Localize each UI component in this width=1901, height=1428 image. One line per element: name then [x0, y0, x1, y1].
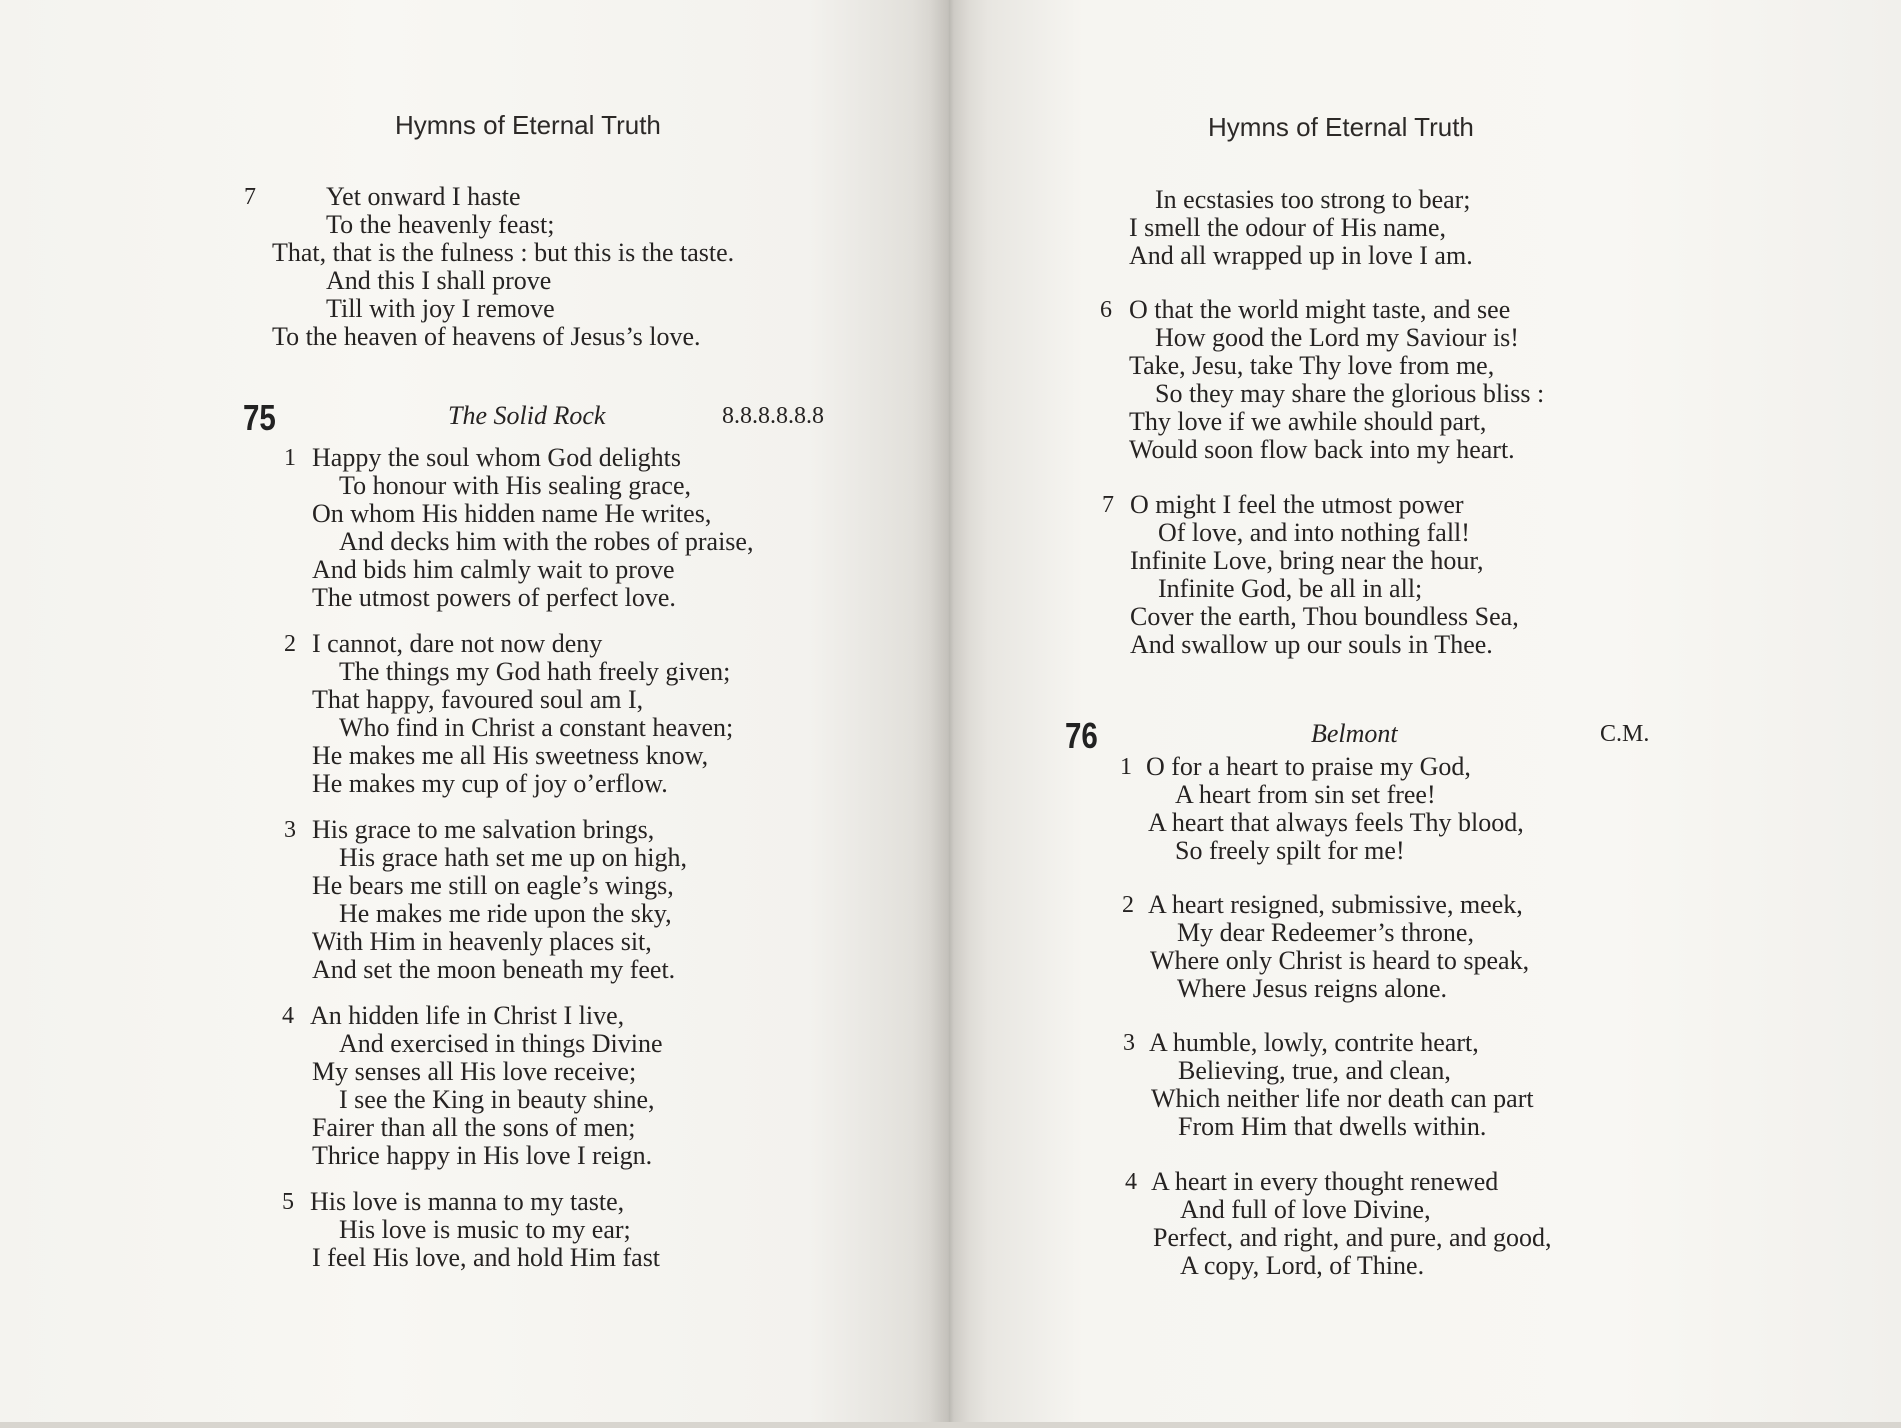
hymn-line: The things my God hath freely given; — [339, 657, 731, 686]
hymn-number: 75 — [243, 397, 276, 438]
running-head: Hymns of Eternal Truth — [1208, 112, 1474, 142]
right-page — [950, 0, 1901, 1428]
hymn-line: And bids him calmly wait to prove — [312, 555, 675, 584]
hymn-line: With Him in heavenly places sit, — [312, 927, 652, 956]
hymn-line: Which neither life nor death can part — [1151, 1084, 1534, 1113]
page-bottom-edge — [0, 1422, 1901, 1428]
hymn-line: To the heavenly feast; — [326, 210, 555, 239]
verse-number: 1 — [284, 445, 296, 471]
hymn-line: So they may share the glorious bliss : — [1155, 379, 1545, 408]
hymn-line: Infinite God, be all in all; — [1158, 574, 1423, 603]
hymn-line: From Him that dwells within. — [1178, 1112, 1487, 1141]
hymn-line: Yet onward I haste — [326, 182, 521, 211]
verse-number: 1 — [1120, 754, 1132, 780]
hymn-line: Of love, and into nothing fall! — [1158, 518, 1470, 547]
hymn-line: To honour with His sealing grace, — [339, 471, 691, 500]
hymn-line: Where only Christ is heard to speak, — [1150, 946, 1530, 975]
hymn-line: And this I shall prove — [326, 266, 552, 295]
hymn-line: Who find in Christ a constant heaven; — [339, 713, 734, 742]
hymn-line: And full of love Divine, — [1180, 1195, 1431, 1224]
hymn-line: Believing, true, and clean, — [1178, 1056, 1451, 1085]
hymn-line: A heart that always feels Thy blood, — [1148, 808, 1524, 837]
verse-number: 3 — [284, 817, 296, 843]
hymn-line: To the heaven of heavens of Jesus’s love. — [272, 322, 701, 351]
hymn-line: My dear Redeemer’s throne, — [1177, 918, 1474, 947]
hymn-line: A copy, Lord, of Thine. — [1180, 1251, 1425, 1280]
verse-number: 4 — [282, 1003, 294, 1029]
hymn-line: On whom His hidden name He writes, — [312, 499, 712, 528]
hymn-line: He bears me still on eagle’s wings, — [312, 871, 674, 900]
hymn-line: So freely spilt for me! — [1175, 836, 1405, 865]
hymn-line: I smell the odour of His name, — [1129, 213, 1446, 242]
hymn-line: I feel His love, and hold Him fast — [312, 1243, 661, 1272]
hymn-line: O that the world might taste, and see — [1129, 295, 1511, 324]
hymn-line: That, that is the fulness : but this is the taste. — [272, 238, 735, 267]
hymn-line: A heart resigned, submissive, meek, — [1148, 890, 1523, 919]
hymn-line: Till with joy I remove — [326, 294, 555, 323]
hymn-line: I see the King in beauty shine, — [339, 1085, 655, 1114]
tune-name: Belmont — [1311, 719, 1398, 748]
hymn-line: And all wrapped up in love I am. — [1129, 241, 1473, 270]
meter: C.M. — [1600, 721, 1650, 747]
hymn-line: Thrice happy in His love I reign. — [312, 1141, 653, 1170]
verse-number: 5 — [282, 1189, 294, 1215]
hymn-line: Would soon flow back into my heart. — [1129, 435, 1515, 464]
hymn-line: Cover the earth, Thou boundless Sea, — [1130, 602, 1519, 631]
hymn-line: And set the moon beneath my feet. — [312, 955, 676, 984]
verse-number: 4 — [1125, 1169, 1137, 1195]
hymn-line: Happy the soul whom God delights — [312, 443, 682, 472]
hymn-line: He makes my cup of joy o’erflow. — [312, 769, 668, 798]
hymn-line: In ecstasies too strong to bear; — [1155, 185, 1471, 214]
hymn-line: And decks him with the robes of praise, — [339, 527, 754, 556]
hymn-line: My senses all His love receive; — [312, 1057, 637, 1086]
hymn-line: He makes me all His sweetness know, — [312, 741, 709, 770]
book-gutter — [930, 0, 970, 1428]
hymn-number: 76 — [1065, 715, 1098, 756]
hymn-line: A heart from sin set free! — [1175, 780, 1436, 809]
hymn-line: Where Jesus reigns alone. — [1177, 974, 1448, 1003]
hymn-line: I cannot, dare not now deny — [312, 629, 603, 658]
meter: 8.8.8.8.8.8 — [722, 403, 824, 429]
hymn-line: The utmost powers of perfect love. — [312, 583, 676, 612]
hymn-line: A heart in every thought renewed — [1151, 1167, 1499, 1196]
hymn-line: Fairer than all the sons of men; — [312, 1113, 636, 1142]
verse-number: 3 — [1123, 1030, 1135, 1056]
verse-number: 7 — [244, 184, 256, 210]
hymn-line: His grace hath set me up on high, — [339, 843, 688, 872]
hymn-line: That happy, favoured soul am I, — [312, 685, 644, 714]
hymn-line: He makes me ride upon the sky, — [339, 899, 672, 928]
verse-number: 2 — [1122, 892, 1134, 918]
hymn-line: And swallow up our souls in Thee. — [1130, 630, 1493, 659]
hymn-line: His love is manna to my taste, — [310, 1187, 625, 1216]
hymn-line: An hidden life in Christ I live, — [310, 1001, 625, 1030]
hymn-line: O for a heart to praise my God, — [1146, 752, 1471, 781]
hymn-line: A humble, lowly, contrite heart, — [1149, 1028, 1479, 1057]
hymn-line: Take, Jesu, take Thy love from me, — [1129, 351, 1495, 380]
hymn-line: Thy love if we awhile should part, — [1129, 407, 1487, 436]
hymn-line: Perfect, and right, and pure, and good, — [1153, 1223, 1552, 1252]
hymn-line: His grace to me salvation brings, — [312, 815, 655, 844]
hymn-line: O might I feel the utmost power — [1130, 490, 1464, 519]
running-head: Hymns of Eternal Truth — [395, 110, 661, 140]
verse-number: 7 — [1102, 492, 1114, 518]
hymn-line: Infinite Love, bring near the hour, — [1130, 546, 1484, 575]
tune-name: The Solid Rock — [448, 401, 606, 430]
left-page — [0, 0, 950, 1428]
verse-number: 6 — [1100, 297, 1112, 323]
hymn-line: His love is music to my ear; — [339, 1215, 631, 1244]
verse-number: 2 — [284, 631, 296, 657]
hymn-line: How good the Lord my Saviour is! — [1155, 323, 1519, 352]
hymn-line: And exercised in things Divine — [339, 1029, 663, 1058]
